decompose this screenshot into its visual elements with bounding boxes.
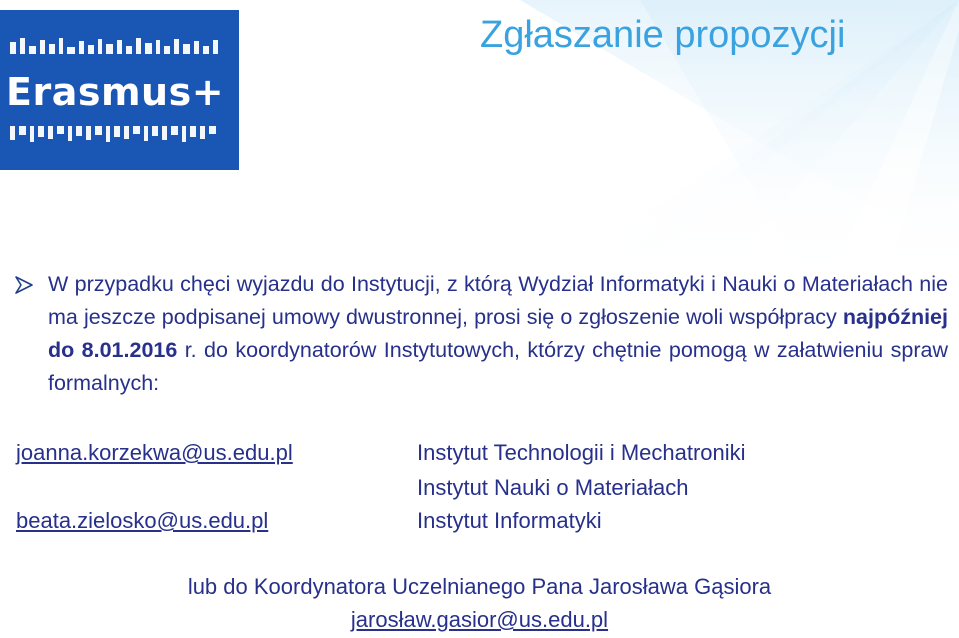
main-content xyxy=(14,268,949,400)
bullet-text-after: r. do koordynatorów Instytutowych, którzy chętnie pomogą w załatwieniu spraw formalnych: xyxy=(48,338,948,395)
bullet-item xyxy=(14,268,949,400)
institute-label: Instytut Nauki o Materiałach xyxy=(417,475,689,500)
deadline-text: najpóźniej do 8.01.2016 xyxy=(48,305,948,362)
footer-email-row xyxy=(0,607,959,633)
email-link-zielosko[interactable]: beata.zielosko@us.edu.pl xyxy=(16,508,269,533)
bullet-text-before: W przypadku chęci wyjazdu do Instytucji, z którą Wydział Informatyki i Nauki o Materiałach nie ma jeszcze podpisanej umowy dwustronnej, prosi się o zgłoszenie woli współpracy xyxy=(48,272,948,329)
institute-label: Instytut Informatyki xyxy=(417,508,602,533)
email-link-gasior[interactable]: jarosław.gasior@us.edu.pl xyxy=(350,607,609,632)
institute-label: Instytut Technologii i Mechatroniki xyxy=(417,440,746,465)
footer-line: lub do Koordynatora Uczelnianego Pana Jarosława Gąsiora xyxy=(187,574,772,599)
bullet-paragraph xyxy=(48,268,948,400)
erasmus-logo xyxy=(0,10,239,170)
email-link-korzekwa[interactable]: joanna.korzekwa@us.edu.pl xyxy=(16,440,293,465)
arrow-bullet-icon xyxy=(14,268,48,400)
page-title: Zgłaszanie propozycji xyxy=(480,14,846,56)
logo-wordmark: Erasmus+ xyxy=(6,70,225,114)
